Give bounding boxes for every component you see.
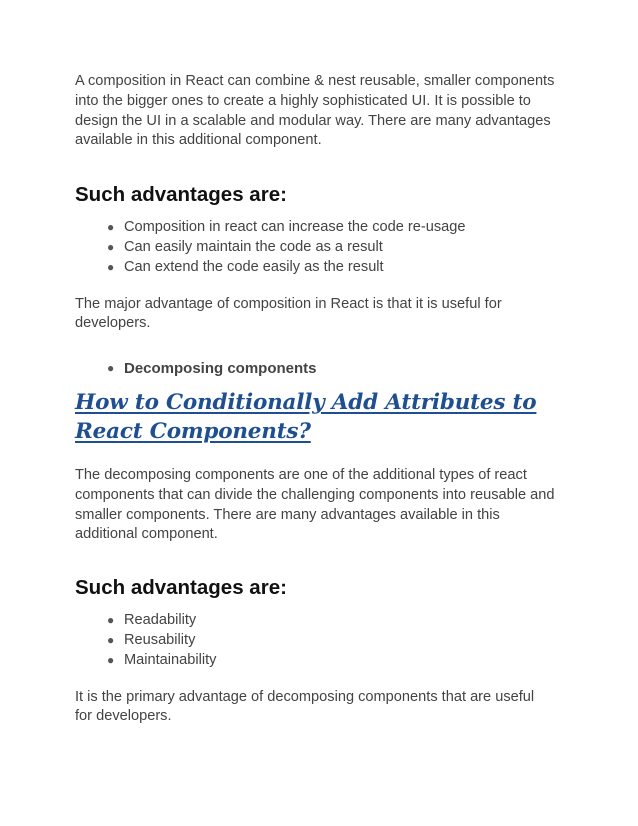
decomposing-conclusion-paragraph: It is the primary advantage of decomposing components that are useful for developers.: [75, 688, 535, 725]
bullet-icon: ●: [107, 239, 115, 254]
decomposing-intro-paragraph: The decomposing components are one of the additional types of react components that can divide the challenging components into reusable and smaller components. There are many advantages available in this additional component.: [75, 466, 555, 543]
list-item-bold: ● Decomposing components: [107, 360, 317, 378]
list-item: ● Can easily maintain the code as a result: [107, 238, 575, 258]
decomposing-advantages-list: [75, 611, 575, 670]
composition-advantages-list: [75, 218, 575, 277]
list-item: ● Maintainability: [107, 651, 575, 671]
bullet-icon: ●: [107, 652, 115, 667]
bullet-icon: ●: [107, 220, 115, 235]
advantages-heading-2: Such advantages are:: [75, 576, 287, 600]
composition-intro-paragraph: A composition in React can combine & nest reusable, smaller components into the bigger ones to create a highly sophisticated UI. It is possible to design the UI in a scalable and modular way. There are many advantages available in this additional component.: [75, 73, 555, 149]
bullet-icon: ●: [107, 613, 115, 628]
bullet-icon: ●: [107, 259, 115, 274]
conditional-attributes-article-link[interactable]: How to Conditionally Add Attributes to React Components?: [75, 389, 537, 444]
list-item: ● Reusability: [107, 631, 575, 651]
list-item: ● Can extend the code easily as the result: [107, 258, 575, 278]
decomposing-bullet-list: [75, 359, 575, 379]
advantages-heading-1: Such advantages are:: [75, 183, 287, 207]
document-page: [75, 72, 575, 727]
composition-conclusion-paragraph: The major advantage of composition in React is that it is useful for developers.: [75, 295, 502, 332]
bullet-icon: ●: [107, 361, 115, 376]
list-item: ● Composition in react can increase the code re-usage: [107, 218, 575, 238]
bullet-icon: ●: [107, 632, 115, 647]
list-item: ● Readability: [107, 611, 575, 631]
